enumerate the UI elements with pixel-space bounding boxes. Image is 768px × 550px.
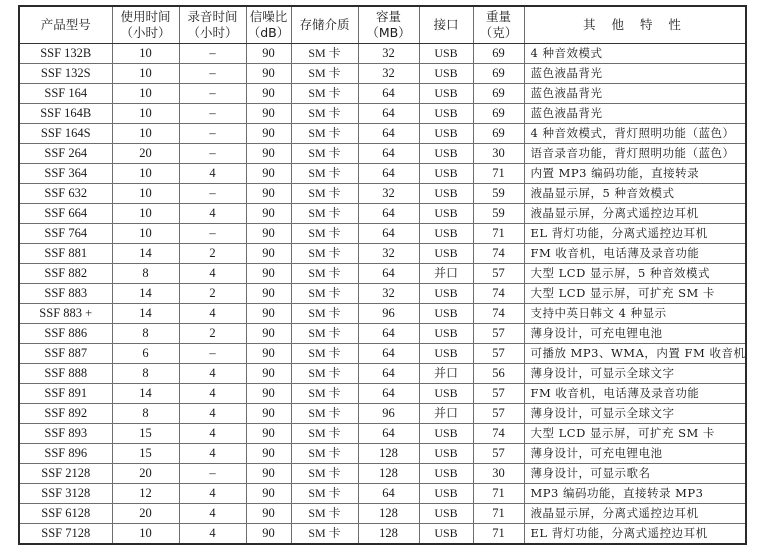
cell-record-hours: – (179, 84, 246, 104)
cell-media: SM 卡 (291, 224, 358, 244)
cell-model: SSF 891 (19, 384, 112, 404)
cell-snr: 90 (246, 524, 291, 545)
table-row (19, 324, 746, 344)
header-label: 重量 (485, 9, 511, 24)
cell-use-hours: 14 (112, 384, 179, 404)
cell-interface: 并口 (419, 404, 473, 424)
cell-weight: 59 (473, 204, 524, 224)
cell-media: SM 卡 (291, 144, 358, 164)
header-unit: （MB） (366, 25, 411, 40)
cell-interface: USB (419, 164, 473, 184)
cell-media: SM 卡 (291, 104, 358, 124)
header-label: 存储介质 (299, 17, 350, 32)
cell-media: SM 卡 (291, 364, 358, 384)
cell-weight: 56 (473, 364, 524, 384)
cell-features: 蓝色液晶背光 (524, 84, 746, 104)
cell-interface: USB (419, 324, 473, 344)
cell-media: SM 卡 (291, 64, 358, 84)
cell-use-hours: 8 (112, 264, 179, 284)
table-row (19, 424, 746, 444)
cell-capacity: 64 (358, 224, 419, 244)
cell-weight: 71 (473, 504, 524, 524)
cell-snr: 90 (246, 344, 291, 364)
cell-snr: 90 (246, 264, 291, 284)
cell-model: SSF 664 (19, 204, 112, 224)
cell-use-hours: 8 (112, 324, 179, 344)
cell-interface: USB (419, 44, 473, 64)
cell-interface: USB (419, 504, 473, 524)
cell-media: SM 卡 (291, 184, 358, 204)
cell-interface: USB (419, 464, 473, 484)
table-row (19, 164, 746, 184)
cell-record-hours: 2 (179, 324, 246, 344)
cell-weight: 57 (473, 384, 524, 404)
table-row (19, 464, 746, 484)
header-snr (246, 6, 291, 44)
cell-use-hours: 15 (112, 444, 179, 464)
cell-model: SSF 632 (19, 184, 112, 204)
cell-media: SM 卡 (291, 304, 358, 324)
cell-features: 4 种音效模式，背灯照明功能（蓝色） (524, 124, 746, 144)
table-row (19, 204, 746, 224)
cell-snr: 90 (246, 224, 291, 244)
table-row (19, 364, 746, 384)
cell-weight: 57 (473, 264, 524, 284)
cell-features: 内置 MP3 编码功能，直接转录 (524, 164, 746, 184)
cell-media: SM 卡 (291, 284, 358, 304)
header-unit: （小时） (120, 25, 171, 40)
cell-snr: 90 (246, 244, 291, 264)
cell-media: SM 卡 (291, 84, 358, 104)
cell-weight: 71 (473, 224, 524, 244)
cell-model: SSF 6128 (19, 504, 112, 524)
header-weight (473, 6, 524, 44)
cell-model: SSF 3128 (19, 484, 112, 504)
table-row (19, 404, 746, 424)
cell-record-hours: 2 (179, 284, 246, 304)
cell-model: SSF 896 (19, 444, 112, 464)
cell-interface: USB (419, 424, 473, 444)
header-label: 录音时间 (187, 9, 238, 24)
header-row (19, 6, 746, 44)
cell-model: SSF 164B (19, 104, 112, 124)
cell-model: SSF 164S (19, 124, 112, 144)
cell-model: SSF 886 (19, 324, 112, 344)
cell-snr: 90 (246, 184, 291, 204)
cell-model: SSF 132B (19, 44, 112, 64)
cell-media: SM 卡 (291, 164, 358, 184)
cell-snr: 90 (246, 364, 291, 384)
cell-media: SM 卡 (291, 424, 358, 444)
cell-media: SM 卡 (291, 524, 358, 545)
cell-model: SSF 164 (19, 84, 112, 104)
cell-interface: 并口 (419, 364, 473, 384)
cell-snr: 90 (246, 304, 291, 324)
cell-weight: 69 (473, 104, 524, 124)
cell-weight: 69 (473, 84, 524, 104)
header-label: 使用时间 (120, 9, 171, 24)
cell-features: 可播放 MP3、WMA，内置 FM 收音机 (524, 344, 746, 364)
cell-weight: 57 (473, 444, 524, 464)
cell-use-hours: 10 (112, 84, 179, 104)
header-use-time (112, 6, 179, 44)
cell-interface: USB (419, 244, 473, 264)
cell-features: 大型 LCD 显示屏，可扩充 SM 卡 (524, 424, 746, 444)
table-row (19, 104, 746, 124)
cell-capacity: 64 (358, 164, 419, 184)
cell-capacity: 32 (358, 64, 419, 84)
cell-features: 支持中英日韩文 4 种显示 (524, 304, 746, 324)
cell-record-hours: 4 (179, 204, 246, 224)
cell-interface: USB (419, 124, 473, 144)
cell-capacity: 64 (358, 144, 419, 164)
cell-weight: 69 (473, 124, 524, 144)
cell-model: SSF 882 (19, 264, 112, 284)
cell-capacity: 64 (358, 204, 419, 224)
cell-interface: USB (419, 284, 473, 304)
cell-media: SM 卡 (291, 504, 358, 524)
cell-use-hours: 20 (112, 504, 179, 524)
cell-interface: USB (419, 104, 473, 124)
cell-weight: 71 (473, 524, 524, 545)
cell-interface: USB (419, 84, 473, 104)
cell-capacity: 128 (358, 444, 419, 464)
cell-use-hours: 10 (112, 204, 179, 224)
table-row (19, 84, 746, 104)
table-header (19, 6, 746, 44)
cell-features: 液晶显示屏，分离式遥控边耳机 (524, 204, 746, 224)
cell-snr: 90 (246, 464, 291, 484)
cell-record-hours: – (179, 144, 246, 164)
cell-model: SSF 132S (19, 64, 112, 84)
table-row (19, 444, 746, 464)
cell-record-hours: 4 (179, 404, 246, 424)
cell-snr: 90 (246, 144, 291, 164)
cell-media: SM 卡 (291, 44, 358, 64)
cell-media: SM 卡 (291, 204, 358, 224)
cell-features: 大型 LCD 显示屏，5 种音效模式 (524, 264, 746, 284)
cell-record-hours: – (179, 344, 246, 364)
cell-capacity: 64 (358, 484, 419, 504)
cell-capacity: 32 (358, 244, 419, 264)
cell-snr: 90 (246, 284, 291, 304)
cell-snr: 90 (246, 444, 291, 464)
cell-record-hours: – (179, 44, 246, 64)
cell-use-hours: 6 (112, 344, 179, 364)
cell-weight: 74 (473, 244, 524, 264)
table-row (19, 264, 746, 284)
product-spec-table (18, 5, 747, 545)
cell-snr: 90 (246, 164, 291, 184)
header-unit: （克） (479, 25, 518, 40)
cell-features: 薄身设计，可显示全球文字 (524, 404, 746, 424)
cell-features: MP3 编码功能，直接转录 MP3 (524, 484, 746, 504)
table-row (19, 384, 746, 404)
cell-record-hours: 4 (179, 164, 246, 184)
cell-weight: 69 (473, 64, 524, 84)
cell-interface: USB (419, 184, 473, 204)
cell-snr: 90 (246, 504, 291, 524)
header-label: 接口 (433, 17, 459, 32)
table-row (19, 504, 746, 524)
cell-features: EL 背灯功能，分离式遥控边耳机 (524, 224, 746, 244)
cell-weight: 57 (473, 344, 524, 364)
cell-model: SSF 764 (19, 224, 112, 244)
cell-interface: USB (419, 444, 473, 464)
cell-model: SSF 887 (19, 344, 112, 364)
cell-capacity: 64 (358, 264, 419, 284)
cell-features: 液晶显示屏，5 种音效模式 (524, 184, 746, 204)
cell-weight: 59 (473, 184, 524, 204)
cell-capacity: 32 (358, 184, 419, 204)
cell-weight: 30 (473, 144, 524, 164)
cell-weight: 30 (473, 464, 524, 484)
cell-capacity: 128 (358, 524, 419, 545)
cell-use-hours: 10 (112, 184, 179, 204)
cell-capacity: 64 (358, 364, 419, 384)
cell-capacity: 128 (358, 504, 419, 524)
cell-model: SSF 264 (19, 144, 112, 164)
cell-media: SM 卡 (291, 264, 358, 284)
table-row (19, 144, 746, 164)
cell-use-hours: 15 (112, 424, 179, 444)
table-row (19, 124, 746, 144)
cell-weight: 71 (473, 484, 524, 504)
table-row (19, 244, 746, 264)
table-row (19, 184, 746, 204)
cell-weight: 71 (473, 164, 524, 184)
cell-media: SM 卡 (291, 344, 358, 364)
cell-capacity: 96 (358, 304, 419, 324)
cell-record-hours: 4 (179, 264, 246, 284)
cell-record-hours: – (179, 224, 246, 244)
cell-record-hours: 4 (179, 384, 246, 404)
cell-weight: 57 (473, 324, 524, 344)
cell-record-hours: 4 (179, 424, 246, 444)
cell-media: SM 卡 (291, 384, 358, 404)
cell-record-hours: 4 (179, 364, 246, 384)
cell-media: SM 卡 (291, 464, 358, 484)
cell-weight: 57 (473, 404, 524, 424)
cell-features: 蓝色液晶背光 (524, 104, 746, 124)
cell-record-hours: – (179, 64, 246, 84)
cell-use-hours: 12 (112, 484, 179, 504)
cell-snr: 90 (246, 484, 291, 504)
cell-use-hours: 10 (112, 224, 179, 244)
cell-interface: USB (419, 344, 473, 364)
cell-snr: 90 (246, 324, 291, 344)
cell-features: EL 背灯功能，分离式遥控边耳机 (524, 524, 746, 545)
cell-model: SSF 883 + (19, 304, 112, 324)
cell-interface: USB (419, 64, 473, 84)
table-row (19, 344, 746, 364)
cell-capacity: 64 (358, 424, 419, 444)
table-row (19, 524, 746, 545)
table-body (19, 44, 746, 545)
cell-record-hours: 4 (179, 304, 246, 324)
cell-snr: 90 (246, 204, 291, 224)
cell-record-hours: 2 (179, 244, 246, 264)
cell-features: 薄身设计，可显示歌名 (524, 464, 746, 484)
cell-snr: 90 (246, 404, 291, 424)
cell-capacity: 64 (358, 324, 419, 344)
cell-features: 语音录音功能，背灯照明功能（蓝色） (524, 144, 746, 164)
cell-weight: 74 (473, 424, 524, 444)
cell-interface: USB (419, 524, 473, 545)
cell-media: SM 卡 (291, 404, 358, 424)
cell-record-hours: – (179, 184, 246, 204)
cell-media: SM 卡 (291, 324, 358, 344)
cell-model: SSF 892 (19, 404, 112, 424)
cell-model: SSF 883 (19, 284, 112, 304)
cell-capacity: 96 (358, 404, 419, 424)
table-row (19, 44, 746, 64)
cell-features: 液晶显示屏，分离式遥控边耳机 (524, 504, 746, 524)
cell-weight: 69 (473, 44, 524, 64)
header-other-features (524, 6, 746, 44)
cell-model: SSF 888 (19, 364, 112, 384)
cell-use-hours: 8 (112, 364, 179, 384)
cell-snr: 90 (246, 44, 291, 64)
cell-record-hours: – (179, 104, 246, 124)
header-unit: （dB） (247, 25, 290, 40)
cell-use-hours: 10 (112, 524, 179, 545)
cell-use-hours: 20 (112, 144, 179, 164)
cell-use-hours: 10 (112, 64, 179, 84)
cell-capacity: 64 (358, 104, 419, 124)
cell-use-hours: 10 (112, 104, 179, 124)
cell-interface: USB (419, 484, 473, 504)
header-storage-media (291, 6, 358, 44)
header-label: 信噪比 (249, 9, 288, 24)
header-label: 容量 (375, 9, 401, 24)
cell-media: SM 卡 (291, 484, 358, 504)
table-row (19, 64, 746, 84)
header-label: 其 他 特 性 (583, 17, 687, 32)
cell-model: SSF 364 (19, 164, 112, 184)
table-row (19, 484, 746, 504)
cell-capacity: 128 (358, 464, 419, 484)
cell-media: SM 卡 (291, 244, 358, 264)
cell-weight: 74 (473, 304, 524, 324)
header-capacity (358, 6, 419, 44)
cell-features: 4 种音效模式 (524, 44, 746, 64)
header-model (19, 6, 112, 44)
table-row (19, 224, 746, 244)
cell-capacity: 64 (358, 124, 419, 144)
cell-use-hours: 10 (112, 44, 179, 64)
cell-use-hours: 10 (112, 124, 179, 144)
header-interface (419, 6, 473, 44)
cell-features: 薄身设计，可充电锂电池 (524, 324, 746, 344)
header-unit: （小时） (187, 25, 238, 40)
cell-snr: 90 (246, 384, 291, 404)
cell-use-hours: 14 (112, 244, 179, 264)
cell-snr: 90 (246, 64, 291, 84)
table-row (19, 284, 746, 304)
cell-media: SM 卡 (291, 444, 358, 464)
cell-interface: USB (419, 144, 473, 164)
header-label: 产品型号 (40, 17, 91, 32)
cell-snr: 90 (246, 104, 291, 124)
cell-use-hours: 14 (112, 284, 179, 304)
cell-model: SSF 7128 (19, 524, 112, 545)
cell-snr: 90 (246, 84, 291, 104)
cell-interface: USB (419, 304, 473, 324)
header-record-time (179, 6, 246, 44)
cell-capacity: 64 (358, 84, 419, 104)
cell-use-hours: 14 (112, 304, 179, 324)
cell-interface: 并口 (419, 264, 473, 284)
cell-record-hours: 4 (179, 444, 246, 464)
cell-features: FM 收音机，电话薄及录音功能 (524, 244, 746, 264)
cell-record-hours: 4 (179, 504, 246, 524)
cell-features: 蓝色液晶背光 (524, 64, 746, 84)
cell-capacity: 64 (358, 344, 419, 364)
cell-record-hours: 4 (179, 484, 246, 504)
cell-capacity: 32 (358, 44, 419, 64)
cell-use-hours: 20 (112, 464, 179, 484)
cell-use-hours: 8 (112, 404, 179, 424)
cell-features: 大型 LCD 显示屏，可扩充 SM 卡 (524, 284, 746, 304)
cell-interface: USB (419, 384, 473, 404)
cell-weight: 74 (473, 284, 524, 304)
cell-record-hours: 4 (179, 524, 246, 545)
cell-snr: 90 (246, 124, 291, 144)
cell-model: SSF 2128 (19, 464, 112, 484)
table-row (19, 304, 746, 324)
cell-capacity: 64 (358, 384, 419, 404)
cell-features: 薄身设计，可充电锂电池 (524, 444, 746, 464)
cell-media: SM 卡 (291, 124, 358, 144)
cell-interface: USB (419, 224, 473, 244)
cell-record-hours: – (179, 124, 246, 144)
cell-record-hours: – (179, 464, 246, 484)
cell-interface: USB (419, 204, 473, 224)
cell-model: SSF 893 (19, 424, 112, 444)
cell-capacity: 32 (358, 284, 419, 304)
cell-model: SSF 881 (19, 244, 112, 264)
cell-use-hours: 10 (112, 164, 179, 184)
cell-snr: 90 (246, 424, 291, 444)
cell-features: 薄身设计，可显示全球文字 (524, 364, 746, 384)
cell-features: FM 收音机，电话薄及录音功能 (524, 384, 746, 404)
